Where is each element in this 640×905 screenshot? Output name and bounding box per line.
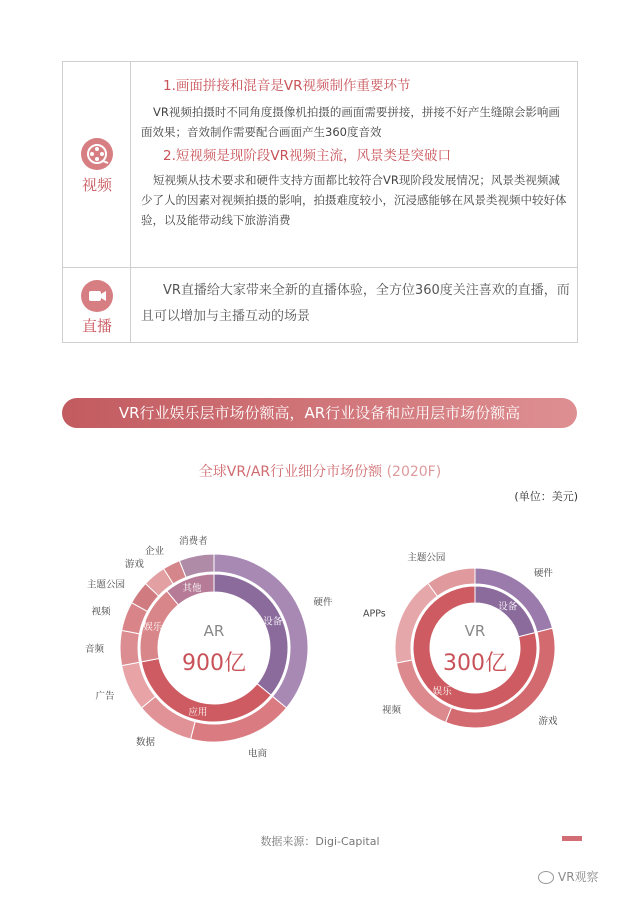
outer-slice-label: 硬件 (313, 597, 333, 609)
outer-slice-label: 广告 (95, 690, 115, 702)
section-banner: VR行业娱乐层市场份额高，AR行业设备和应用层市场份额高 (62, 398, 577, 428)
inner-slice-label: 应用 (188, 706, 208, 718)
data-source: 数据来源：Digi-Capital (260, 835, 380, 848)
inner-slice-label: 娱乐 (432, 686, 452, 698)
outer-slice-label: 游戏 (124, 559, 144, 571)
donut-title: VR (464, 622, 486, 640)
inner-slice-label: 娱乐 (143, 621, 163, 633)
donut-hole (159, 593, 269, 703)
inner-slice-label: 其他 (182, 582, 202, 594)
outer-slice-label: 数据 (136, 736, 156, 748)
inner-slice-label: 设备 (498, 601, 518, 613)
paragraph: VR视频拍摄时不同角度摄像机拍摄的画面需要拼接，拼接不好产生缝隙会影响画面效果；音效制作需要配合画面产生360度音效 (141, 105, 560, 139)
outer-slice-label: 主题公园 (407, 552, 446, 564)
donut-vr (363, 552, 558, 728)
outer-slice-label: APPs (362, 608, 386, 620)
outer-slice-label: 视频 (382, 705, 402, 717)
donut-total: 300亿 (443, 651, 507, 676)
outer-slice-label: 游戏 (538, 716, 558, 728)
paragraph: 1.画面拼接和混音是VR视频制作重要环节 (163, 78, 411, 94)
paragraph: VR直播给大家带来全新的直播体验，全方位360度关注喜欢的直播，而且可以增加与主播互动的场景 (141, 283, 570, 324)
outer-slice-label: 主题公园 (86, 579, 126, 591)
outer-slice (120, 630, 139, 665)
outer-slice-label: 消费者 (179, 535, 208, 547)
donut-hole (431, 604, 519, 692)
paragraph: 2.短视频是现阶段VR视频主流，风景类是突破口 (163, 148, 451, 164)
donut-title: AR (203, 622, 225, 640)
outer-slice-label: 电商 (247, 748, 268, 760)
outer-slice-label: 硬件 (533, 568, 553, 580)
inner-slice-label: 设备 (263, 616, 283, 628)
chart-title-text: 全球VR/AR行业细分市场份额 (198, 464, 383, 480)
watermark (538, 868, 599, 885)
unit-label: (单位：美元) (514, 490, 578, 503)
chart-title-year: (2020F) (386, 464, 442, 480)
category-label: 直播 (81, 317, 112, 335)
donut-ar (85, 535, 333, 760)
wechat-icon (538, 871, 554, 884)
donut-total: 900亿 (182, 651, 246, 676)
paragraph: 短视频从技术要求和硬件支持方面都比较符合VR现阶段发展情况；风景类视频减少了人的因素对视频拍摄的影响，拍摄难度较小，沉浸感能够在风景类视频中较好体验，以及能带动线下旅游消费 (141, 173, 567, 227)
outer-slice-label: 企业 (145, 545, 165, 557)
watermark-text: VR观察 (558, 870, 599, 884)
outer-slice-label: 视频 (91, 606, 111, 618)
decor-bar (562, 836, 582, 841)
category-label: 视频 (81, 176, 112, 194)
outer-slice-label: 音频 (84, 644, 104, 655)
